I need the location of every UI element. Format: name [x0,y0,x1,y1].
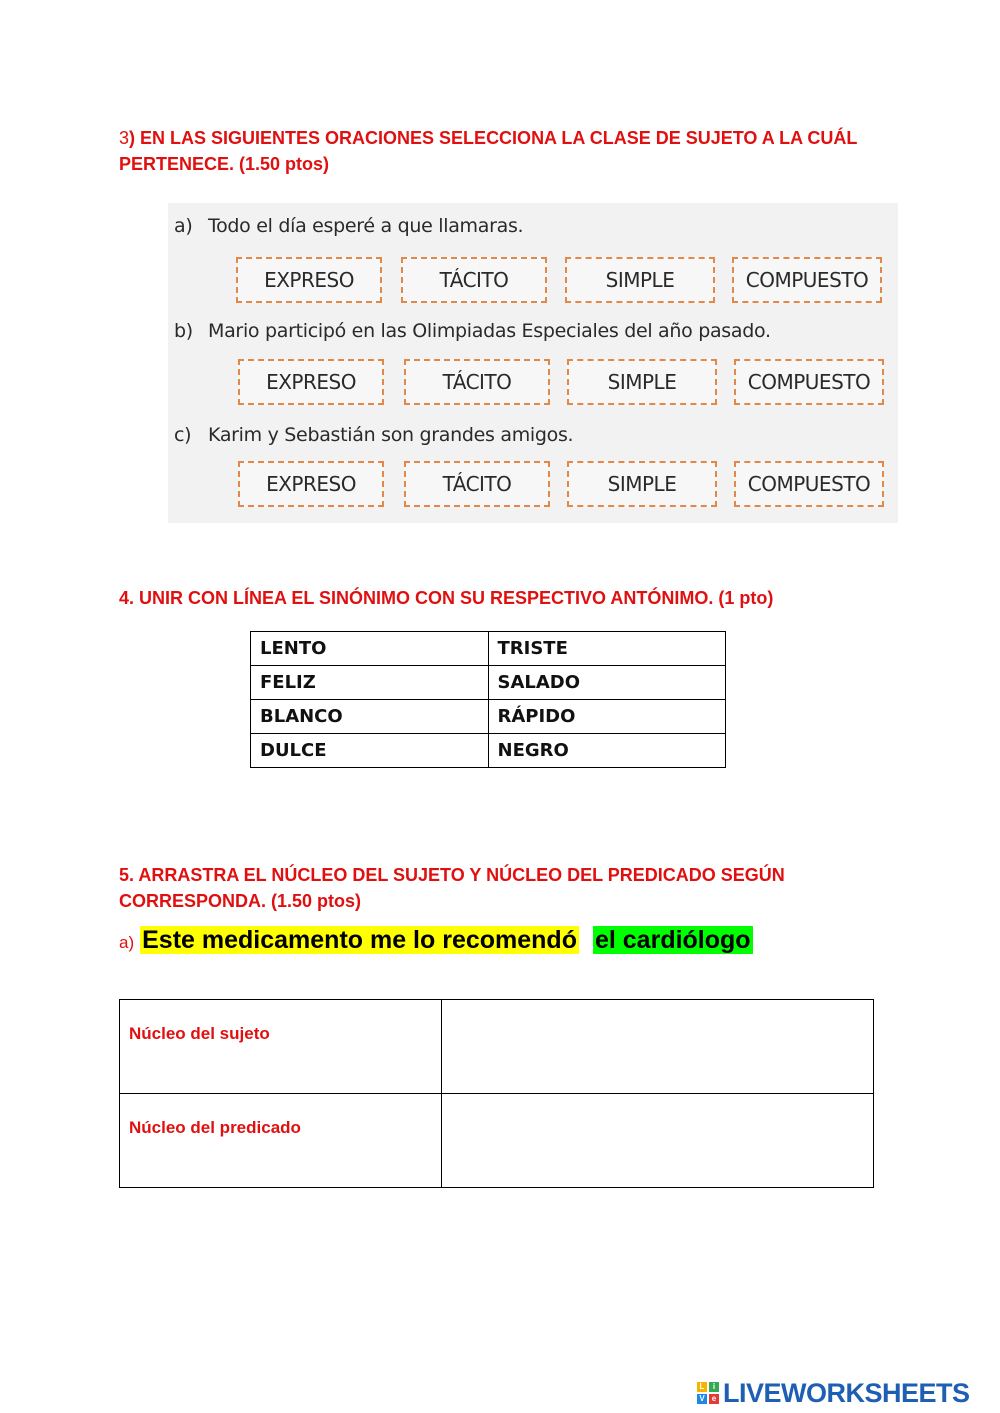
question-text: Karim y Sebastián son grandes amigos. [208,424,574,446]
left-word[interactable]: FELIZ [251,666,489,700]
right-word[interactable]: RÁPIDO [488,700,726,734]
right-word[interactable]: NEGRO [488,734,726,768]
table-row [120,1094,874,1188]
draggable-subject-phrase[interactable]: el cardiólogo [594,926,751,954]
logo-tile: e [709,1394,719,1404]
section3-title [119,125,879,177]
option-tacito[interactable]: TÁCITO [404,359,550,405]
section4-title: 4. UNIR CON LÍNEA EL SINÓNIMO CON SU RESPECTIVO ANTÓNIMO. (1 pto) [119,588,774,608]
question-text: Todo el día esperé a que llamaras. [208,215,524,237]
option-expreso[interactable]: EXPRESO [236,257,382,303]
option-simple[interactable]: SIMPLE [567,359,717,405]
question-b [174,320,771,342]
question-text: Mario participó en las Olimpiadas Especiales del año pasado. [208,320,771,342]
option-expreso[interactable]: EXPRESO [238,359,384,405]
table-row [251,734,726,768]
left-word[interactable]: BLANCO [251,700,489,734]
option-tacito[interactable]: TÁCITO [401,257,547,303]
logo-tile: L [697,1382,707,1392]
logo-tile: i [709,1382,719,1392]
left-word[interactable]: DULCE [251,734,489,768]
table-row [251,666,726,700]
logo-tile: V [697,1394,707,1404]
predicate-nucleus-dropzone[interactable] [442,1094,874,1188]
right-word[interactable]: SALADO [488,666,726,700]
sentence-label: a) [119,933,135,952]
section3-number: 3 [119,128,130,148]
subject-nucleus-dropzone[interactable] [442,1000,874,1094]
draggable-predicate-phrase[interactable]: Este medicamento me lo recomendó [142,926,577,954]
subject-type-exercise [168,203,898,523]
question-a [174,215,523,237]
synonym-antonym-table [250,631,726,768]
option-compuesto[interactable]: COMPUESTO [734,461,884,507]
table-row [120,1000,874,1094]
question-label: b) [174,320,193,342]
predicate-nucleus-label: Núcleo del predicado [120,1094,442,1188]
section3-title-text: ) EN LAS SIGUIENTES ORACIONES SELECCIONA LA CLASE DE SUJETO A LA CUÁL PERTENECE. (1.50 ptos) [119,128,858,174]
subject-nucleus-label: Núcleo del sujeto [120,1000,442,1094]
nucleus-table [119,999,874,1188]
option-expreso[interactable]: EXPRESO [238,461,384,507]
liveworksheets-logo [697,1376,970,1410]
left-word[interactable]: LENTO [251,632,489,666]
option-compuesto[interactable]: COMPUESTO [732,257,882,303]
option-compuesto[interactable]: COMPUESTO [734,359,884,405]
option-simple[interactable]: SIMPLE [567,461,717,507]
table-row [251,632,726,666]
sentence-a [119,926,753,955]
option-tacito[interactable]: TÁCITO [404,461,550,507]
table-row [251,700,726,734]
logo-text: LIVEWORKSHEETS [723,1377,970,1408]
question-label: c) [174,424,192,446]
option-simple[interactable]: SIMPLE [565,257,715,303]
right-word[interactable]: TRISTE [488,632,726,666]
section5-title: 5. ARRASTRA EL NÚCLEO DEL SUJETO Y NÚCLEO DEL PREDICADO SEGÚN CORRESPONDA. (1.50 ptos) [119,865,785,911]
question-c [174,424,573,446]
logo-icon [697,1382,719,1404]
question-label: a) [174,215,193,237]
